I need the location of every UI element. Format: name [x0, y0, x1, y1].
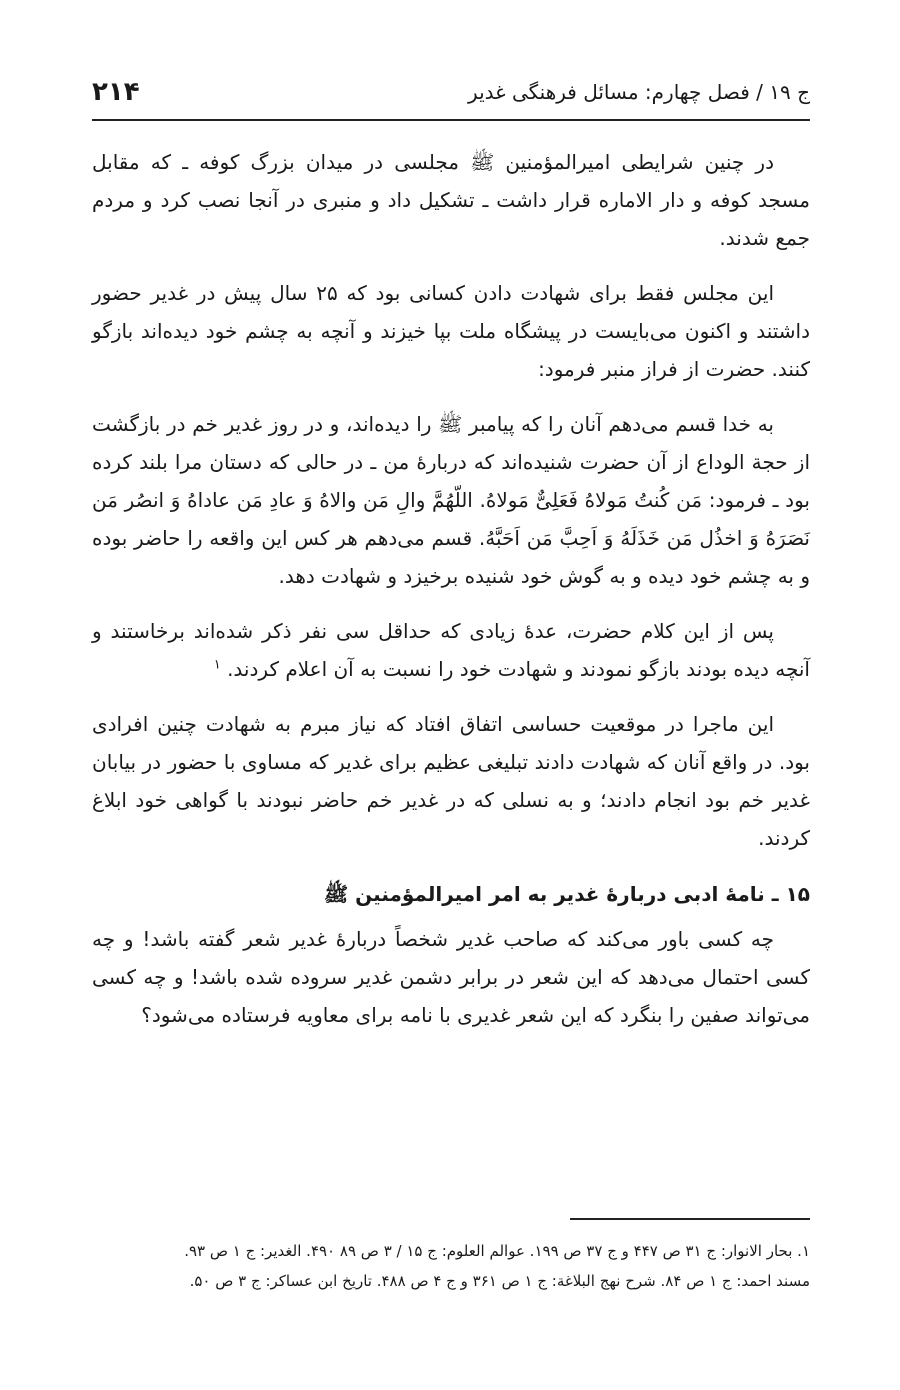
footnote-rule: [570, 1218, 810, 1220]
page-header: [92, 72, 810, 112]
paragraph-3: به خدا قسم می‌دهم آنان را که پیامبر ﷺ را دیده‌اند، و در روز غدیر خم در بازگشت از حجة الوداع از آن حضرت شنیده‌اند که دربارهٔ من ـ در حالی که دستان مرا بلند کرده بود ـ فرمود: مَن کُنتُ مَولاهُ فَعَلِیٌّ مَولاهُ. اللّهُمَّ والِ مَن والاهُ وَ عادِ مَن عاداهُ وَ انصُر مَن نَصَرَهُ وَ اخذُل مَن خَذَلَهُ وَ اَحِبَّ مَن اَحَبَّهُ. قسم می‌دهم هر کس این واقعه را حاضر بوده و به چشم خود دیده و به گوش خود شنیده برخیزد و شهادت دهد.: [92, 412, 810, 588]
footnote-line-2: مسند احمد: ج ۱ ص ۸۴. شرح نهج البلاغة: ج ۱ ص ۳۶۱ و ج ۴ ص ۴۸۸. تاریخ ابن عساکر: ج ۳ ص ۵۰.: [189, 1272, 810, 1290]
section-paragraph: چه کسی باور می‌کند که صاحب غدیر شخصاً دربارهٔ غدیر شعر گفته باشد! و چه کسی احتمال می‌دهد که این شعر در برابر دشمن غدیر سروده شده باشد! و چه کسی می‌تواند صفین را بنگرد که این شعر غدیری با نامه برای معاویه فرستاده می‌شود؟: [92, 927, 810, 1027]
book-page: [92, 0, 810, 1390]
paragraph-5: این ماجرا در موقعیت حساسی اتفاق افتاد که نیاز مبرم به شهادت چنین افرادی بود. در واقع آنان که شهادت دادند تبلیغی عظیم برای غدیر که مساوی با حضور در بیابان غدیر خم بود انجام دادند؛ و به نسلی که در غدیر خم حاضر نبودند با گواهی خود ابلاغ کردند.: [92, 712, 810, 850]
footnote-marker[interactable]: ۱: [213, 657, 221, 673]
header-rule: [92, 119, 810, 121]
running-title: ج ۱۹ / فصل چهارم: مسائل فرهنگی غدیر: [468, 80, 810, 104]
footnote-line-1: ۱. بحار الانوار: ج ۳۱ ص ۴۴۷ و ج ۳۷ ص ۱۹۹. عوالم العلوم: ج ۱۵ / ۳ ص ۸۹ ۴۹۰. الغدیر: ج ۱ ص ۹۳.: [184, 1242, 810, 1260]
footnotes: [92, 1236, 810, 1296]
paragraph-4: [92, 612, 810, 688]
paragraph-1: در چنین شرایطی امیرالمؤمنین ﷺ مجلسی در میدان بزرگ کوفه ـ که مقابل مسجد کوفه و دار الاماره قرار داشت ـ تشکیل داد و منبری در آنجا نصب کرد و مردم جمع شدند.: [92, 150, 810, 250]
page-number: ۲۱۴: [92, 77, 140, 107]
page-body: [92, 143, 810, 1051]
section-heading: ۱۵ ـ نامهٔ ادبی دربارهٔ غدیر به امر امیرالمؤمنین ﷺ: [324, 882, 810, 906]
paragraph-4-text: پس از این کلام حضرت، عدهٔ زیادی که حداقل سی نفر ذکر شده‌اند برخاستند و آنچه دیده بودند بازگو نمودند و شهادت خود را نسبت به آن اعلام کردند.: [92, 619, 810, 681]
paragraph-2: این مجلس فقط برای شهادت دادن کسانی بود که ۲۵ سال پیش در غدیر حضور داشتند و اکنون می‌بایست در پیشگاه ملت بپا خیزند و آنچه به چشم خود دیده‌اند بازگو کنند. حضرت از فراز منبر فرمود:: [92, 281, 810, 381]
